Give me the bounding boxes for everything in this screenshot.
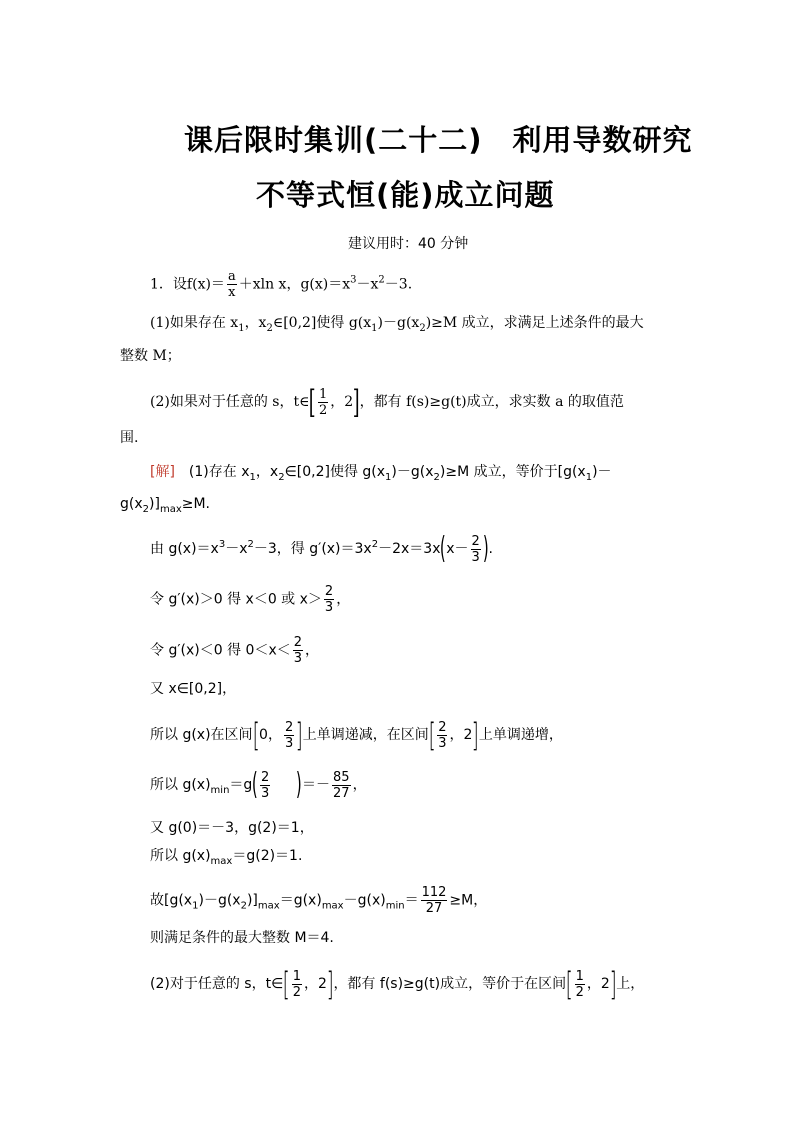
solution-label: [解]	[150, 464, 175, 480]
question-2-cont: 围.	[120, 430, 139, 446]
question-2: (2)如果对于任意的 s，t∈[ $\frac{1}{2}$ ，2]，都有 f(s)≥g(t)成立，求实数 a 的取值范	[150, 383, 624, 421]
solution-line-1: [解] (1)存在 $x_1$，$x_2\in[0,2]$使得 $g(x_1)-g(x_2)\ge M$ 成立，等价于[$g(x_1)-$	[150, 464, 612, 483]
suggested-time: 建议用时：40 分钟	[348, 236, 469, 252]
fraction-a-over-x: $\frac{a}{x}$	[227, 269, 236, 300]
solution-line-11: 故$[g(x_1)-g(x_2)]_{max}=g(x)_{max}-g(x)_{min}=$ $\frac{112}{27}$ ≥M，	[150, 885, 488, 916]
solution-line-13: (2)对于任意的 s，t∈[ $\frac{1}{2}$ ，2]，都有 f(s)≥g(t)成立，等价于在区间[ $\frac{1}{2}$ ，2]上，	[150, 965, 645, 1003]
solution-line-4: 令 g′(x)＞0 得 x＜0 或 x＞ $\frac{2}{3}$ ，	[150, 584, 351, 615]
solution-line-2: $g(x_2)]_{max}\ge M$.	[120, 496, 211, 515]
solution-line-7: 所以 g(x)在区间[0， $\frac{2}{3}$ ]上单调递减，在区间[ $\frac{2}{3}$ ，2]上单调递增，	[150, 716, 563, 754]
solution-line-10: 所以 $g(x)_{max}=g(2)=1$.	[150, 848, 303, 867]
page-title-line-2: 不等式恒(能)成立问题	[256, 178, 555, 212]
solution-line-9: 又 g(0)＝－3，g(2)＝1，	[150, 820, 314, 836]
solution-line-8: 所以 $g(x)_{min}=g$( $\frac{2}{3}$ )＝－ $\frac{85}{27}$ ，	[150, 767, 367, 802]
problem-definition: 1．设f(x)＝ $\frac{a}{x}$ ＋xln x，$g(x)=x^3-x^2-3$.	[150, 269, 413, 300]
solution-line-5: 令 g′(x)＜0 得 0＜x＜ $\frac{2}{3}$ ，	[150, 635, 320, 666]
solution-line-6: 又 x∈[0,2]，	[150, 681, 237, 697]
solution-line-3: 由 $g(x)=x^3-x^2-3$，得 $g'(x)=3x^2-2x=3x(x-$ $\frac{2}{3}$ ).	[150, 531, 493, 566]
question-1-cont: 整数 M；	[120, 348, 181, 364]
solution-line-12: 则满足条件的最大整数 M＝4.	[150, 930, 334, 946]
page-title-line-1: 课后限时集训(二十二) 利用导数研究	[184, 123, 693, 157]
question-1: (1)如果存在 $x_1$，$x_2\in[0,2]$使得 $g(x_1)-g(x_2)\ge M$ 成立，求满足上述条件的最大	[150, 315, 644, 334]
